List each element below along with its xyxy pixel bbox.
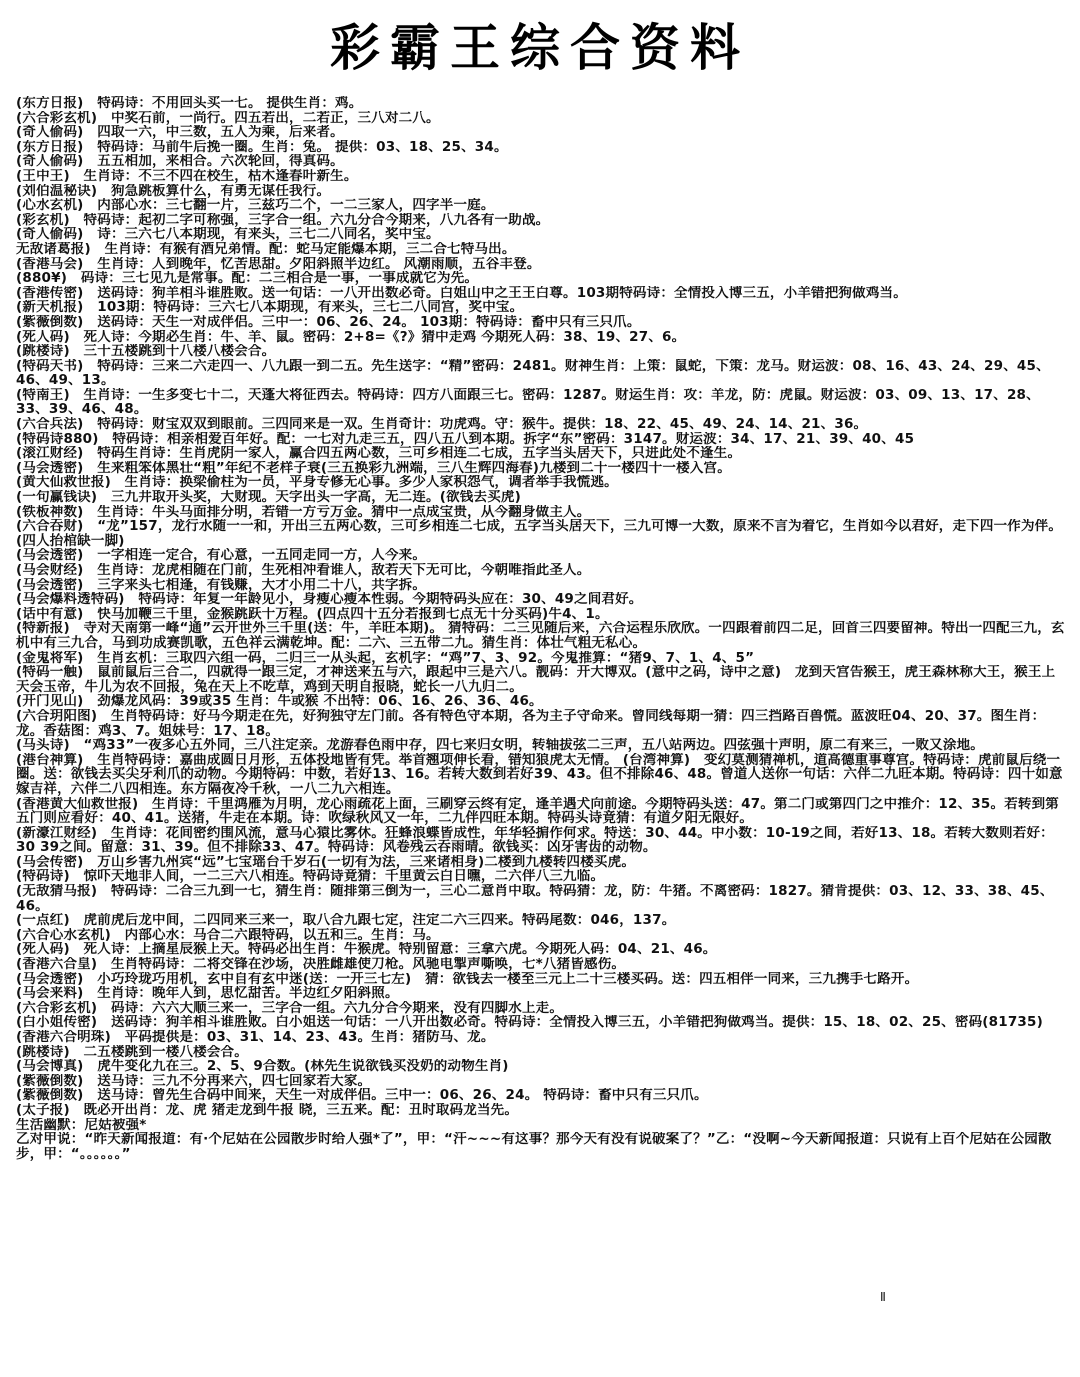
text-line: (东方日报) 特码诗：不用回头买一七。 提供生肖：鸡。 bbox=[16, 96, 363, 111]
text-line: (马会透密) 生来粗笨体黑壮“粗”年纪不老样子衰(三五换彩九洲端，三八生辉四海春)九楼到二十一楼四十一楼入宫。 bbox=[16, 460, 731, 476]
text-line: 乙对甲说：“昨天新闻报道：有·个尼姑在公园散步时给人强*了”，甲：“汗~~~有这事？那今天有没有说破案了？”乙：“没啊~今天新闻报道：只说有上百个尼姑在公园散步，甲：“。。。。。。” bbox=[16, 1132, 1052, 1162]
text-line: (马头诗) “鸡33”一夜多心五外同，三八注定亲。龙游春色雨中存，四七来归女明，转轴拔弦二三声，五八站两边。四弦强十声明，原二有来三，一败又涂地。 bbox=[16, 738, 984, 753]
text-line: (香港六合皇) 生肖特码诗：二将交锋在沙场，决胜雌雄使刀枪。风驰电掣声嘶唤，七*八猪皆感伤。 bbox=[16, 957, 626, 972]
text-line: (马会透密) 一字相连一定合，有心意，一五同走同一方，人今来。 bbox=[16, 548, 427, 563]
text-line: (东方日报) 特码诗：马前牛后挽一圈。生肖：兔。 提供：03、18、25、34。 bbox=[16, 139, 508, 155]
page-mark: Ⅱ bbox=[880, 1290, 886, 1304]
text-line: (一句赢钱诀) 三九井取开头奖，大财现。天字出头一字高，无二连。(欲钱去买虎) bbox=[16, 490, 521, 505]
text-line: (特码一触) 鼠前鼠后三合二，四就得一跟三定，才神送来五与六，跟起中三是六八。靓码：开大博双。(意中之码，诗中之意) 龙到天宫告猴王，虎王森林称大王，猴王上天会玉帝，牛儿为农不回报，兔在天上不吃草，鸡到天明自报晓，蛇长一八九归二。 bbox=[16, 665, 1056, 695]
text-line: (特码诗) 惊吓天地非人间，一二三六八相连。特码诗竟猜：千里黄云白日曛，二六伴八三九临。 bbox=[16, 869, 605, 885]
text-line: (特南王) 生肖诗：一生多变七十二，天蓬大将征西去。特码诗：四方八面跟三七。密码：1287。财运生肖：攻：羊龙，防：虎鼠。财运波：03、09、13、17、28、33、39、46、48。 bbox=[16, 387, 1040, 418]
text-line: (紫薇倒数) 送码诗：天生一对成伴侣。三中一：06、26、24。 103期：特码诗：畜中只有三只爪。 bbox=[16, 314, 641, 330]
text-line: (六合兵法) 特码诗：财宝双双到眼前。三四同来是一双。生肖奇计：功虎鸡。守：猴牛。提供：18、22、45、49、24、14、21、36。 bbox=[16, 417, 868, 432]
text-line: (跳楼诗) 二五楼跳到一楼八楼会合。 bbox=[16, 1044, 248, 1060]
text-line: (话中有意) 快马加鞭三千里，金猴跳跃十万程。(四点四十五分若报到七点无十分买码)牛4、1。 bbox=[16, 606, 609, 622]
text-line: (奇人偷码) 四取一六，中三数，五人为乘，后来者。 bbox=[16, 125, 344, 140]
text-line: (金鬼将军) 生肖玄机：三取四六组一码，二归三一从头起，玄机字：“鸡”7、3、92。今鬼推算：“猪9、7、1、4、5” bbox=[16, 650, 755, 666]
text-line: (紫薇倒数) 送马诗：三九不分再来六，四七回家若大家。 bbox=[16, 1073, 372, 1089]
text-line: (王中王) 生肖诗：不三不四在校生，枯木逢春叶新生。 bbox=[16, 168, 358, 184]
text-line: (滚江财经) 特码生肖诗：生肖虎阴一家人，赢合四五两心数，三可乡相连二七成，五字当头居天下，只进此处不逢生。 bbox=[16, 446, 742, 461]
text-line: (马会传密) 万山乡害九州宾“远”七宝瑶台千岁石(一切有为法，三来诸相身)二楼到九楼转四楼买虎。 bbox=[16, 854, 636, 870]
text-line: (马会来料) 生肖诗：晚年人到，思忆甜苦。半边红夕阳斜照。 bbox=[16, 986, 399, 1001]
text-line: (死人码) 死人诗：今期必生肖：牛、羊、鼠。密码：2+8=《?》猜中走鸡 今期死人码：38、19、27、6。 bbox=[16, 329, 686, 345]
text-line: (太子报) 既必开出肖：龙、虎 猪走龙到牛报 晓，三五来。配：丑时取码龙当先。 bbox=[16, 1102, 519, 1118]
text-line: (开门见山) 劲爆龙风码：39或35 生肖：牛或猴 不出特：06、16、26、36、46。 bbox=[16, 694, 543, 709]
text-line: (马会透密) 小巧玲珑巧用机，玄中自有玄中迷(送：一开三七左) 猜：欲钱去一楼至三元上二十三楼买码。送：四五相伴一同来，三九携手七路开。 bbox=[16, 971, 919, 987]
text-line: (新濠江财经) 生肖诗：花间密约围风流，意马心猿比雾休。狂蜂浪蝶皆成性，年华轻掮作何求。特送：30、44。中小数：10-19之间，若好13、18。若转大数则若好：30 39之间。留意：31、39。但不排除33、47。特码诗：风卷残云吞雨晴。欲钱买：凶牙害齿的动物。 bbox=[16, 825, 1054, 855]
text-line: (紫薇倒数) 送马诗：曾先生合码中间来，天生一对成伴侣。三中一：06、26、24。 特码诗：畜中只有三只爪。 bbox=[16, 1088, 708, 1103]
text-line: (跳楼诗) 三十五楼跳到十八楼八楼会合。 bbox=[16, 344, 276, 359]
text-line: (特码天书) 特码诗：三来二六走四一、八九跟一到二五。先生送字：“精”密码：2481。财神生肖：上策：鼠蛇，下策：龙马。财运波：08、16、43、24、29、45、46、49、13。 bbox=[16, 358, 1050, 388]
text-line: (香港六合明珠) 平码提供是：03、31、14、23、43。生肖：猪防马、龙。 bbox=[16, 1030, 495, 1045]
document-body bbox=[16, 96, 1066, 1161]
text-line: (六合吞财) “龙”157，龙行水随一一和，开出三五两心数，三可乡相连二七成，五字当头居天下，三九可博一大数，原来不言为着它，生肖如今以君好，走下四一作为伴。(四人抬棺缺一脚) bbox=[16, 519, 1063, 549]
text-line: (香港马会) 生肖诗：人到晚年，忆苦思甜。夕阳斜照半边红。 风潮雨顺，五谷丰登。 bbox=[16, 256, 541, 272]
text-line: (港台神算) 生肖特码诗：嘉曲成圆日月形，五体投地皆有凭。举首翘项伸长看，错知狼虎太无情。 (台湾神算) 变幻莫测猜禅机，道高德重事尊宫。特码诗：虎前鼠后绕一圈。送：欲钱去买尖牙利爪的动物。今期特码：中数，若好13、16。若转大数到若好39、43。但不排除46、48。曾道人送你一句话：六伴二九旺本期。特码诗：四十如意嫁吉祥，六伴二八四相连。东方隔夜冷千秋，一八二九六相连。 bbox=[16, 752, 1063, 797]
text-line: (白小姐传密) 送码诗：狗羊相斗谁胜败。白小姐送一句话：一八开出数必奇。特码诗：全情投入博三五，小羊错把狗做鸡当。提供：15、18、02、25、密码(81735) bbox=[16, 1015, 1043, 1030]
text-line: (黄大仙救世报) 生肖诗：换梁偷柱为一员，平身专修无心事。多少人家积怨气，调者举手我慌逃。 bbox=[16, 475, 618, 491]
text-line: 无敌诸葛报) 生肖诗：有猴有酒兄弟情。配：蛇马定能爆本期，三二合七特马出。 bbox=[16, 241, 516, 257]
text-line: (马会财经) 生肖诗：龙虎相随在门前，生死相冲看谁人，敌若天下无可比，今朝唯指此圣人。 bbox=[16, 563, 591, 578]
text-line: (死人码) 死人诗：上摘星辰猴上天。特码必出生肖：牛猴虎。特别留意：三拿六虎。今期死人码：04、21、46。 bbox=[16, 942, 717, 958]
text-line: (马会透密) 三字来头七相逢，有钱赚，大才小用二十八，共字拆。 bbox=[16, 577, 427, 593]
text-line: (彩玄机) 特码诗：起初二字可称强，三字合一组。六九分合今期来，八九各有一助战。 bbox=[16, 212, 550, 228]
text-line: 生活幽默：尼姑被强* bbox=[16, 1117, 147, 1133]
text-line: (奇人偷码) 诗：三六七八本期现，有来头，三七二八同名，奖中宝。 bbox=[16, 227, 440, 242]
text-line: (一点红) 虎前虎后龙中间，二四同来三来一，取八合九跟七定，注定二六三四来。特码尾数：046，137。 bbox=[16, 913, 676, 928]
text-line: (马会博真) 虎牛变化九在三。2、5、9合数。(林先生说欲钱买没奶的动物生肖) bbox=[16, 1059, 509, 1074]
text-line: (特新报) 寺对天南第一峰“通”云开世外三千里(送：牛，羊旺本期)。 猜特码：二三见随后来，六合运程乐欣欣。一四跟着前四二足，回首三四要留神。特出一四配三九，玄机中有三九合，马到功成赛凯歌，五色祥云满乾坤。配：二六、三五带二九。猜生肖：体壮气粗无私心。 bbox=[16, 621, 1065, 651]
text-line: (880¥) 码诗：三七见九是常事。配：二三相合是一事，一事成就它为先。 bbox=[16, 271, 479, 286]
text-line: (刘伯温秘诀) 狗急跳板算什么，有勇无谋任我行。 bbox=[16, 183, 331, 199]
text-line: (六合彩玄机) 码诗：六六大顺三来一，三字合一组。六九分合今期来，没有四脚水上走。 bbox=[16, 1000, 564, 1016]
text-line: (六合彩玄机) 中奖石前，一尚行。四五若出，二若正，三八对二八。 bbox=[16, 110, 440, 126]
text-line: (香港传密) 送码诗：狗羊相斗谁胜败。送一句话：一八开出数必奇。白姐山中之王王白尊。103期特码诗：全情投入博三五，小羊错把狗做鸡当。 bbox=[16, 285, 907, 301]
text-line: (六合玥阳图) 生肖特码诗：好马今期走在先，好狗独守左门前。各有特色守本期，各为主子守命来。曾同线每期一猜：四三挡路百兽慌。蓝波旺04、20、37。图生肖：龙。香菇图：鸡3、7。姐妹号：17、18。 bbox=[16, 708, 1046, 739]
text-line: (奇人偷码) 五五相加，来相合。六次轮回，得真码。 bbox=[16, 154, 344, 169]
text-line: (特码诗880) 特码诗：相亲相爱百年好。配：一七对九走三五，四八五八到本期。拆字“东”密码：3147。财运波：34、17、21、39、40、45 bbox=[16, 431, 915, 447]
text-line: (六合心水玄机) 内部心水：马合二六跟特码，以五和三。生肖：马。 bbox=[16, 927, 440, 943]
page-title: 彩霸王综合资料 bbox=[330, 18, 750, 77]
text-line: (心水玄机) 内部心水：三七翻一片，三兹巧二个，一二三家人，四字半一庭。 bbox=[16, 198, 495, 213]
text-line: (马会爆料透特码) 特码诗：年复一年龄见小，身瘦心瘦本性弱。今期特码头应在：30、49之间君好。 bbox=[16, 592, 643, 607]
text-line: (新天机报) 103期：特码诗：三六七八本期现，有来头，三七二八同宫，奖中宝。 bbox=[16, 300, 524, 315]
text-line: (铁板神数) 生肖诗：牛头马面排分明，若错一方亏万金。猜中一点成宝贵，从今翻身做主人。 bbox=[16, 504, 591, 520]
text-line: (香港黄大仙救世报) 生肖诗：千里鸿雁为月明，龙心雨疏花上面，三刷穿云终有定，逢羊遇犬向前途。今期特码头送：47。第二门或第四门之中推介：12、35。若转到第五门则应看好：40、41。送猪，牛走在本期。诗：吹绿秋风又一年，二九伴四旺本期。特码头诗竟猜：有道夕阳无限好。 bbox=[16, 796, 1059, 826]
text-line: (无敌猜马报) 特码诗：二合三九到一七，猜生肖：随排第三倒为一，三心二意肖中取。特码猜：龙，防：牛猪。不离密码：1827。猜肯提供：03、12、33、38、45、46。 bbox=[16, 884, 1054, 914]
